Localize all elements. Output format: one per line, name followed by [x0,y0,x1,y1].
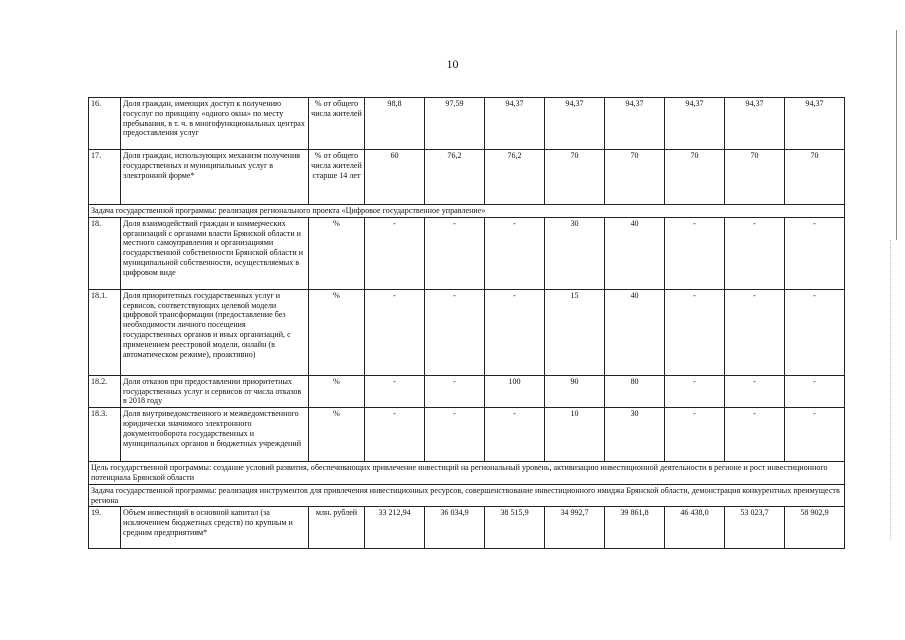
value-cell: 36 034,9 [425,507,485,549]
indicator-name: Доля внутриведомственного и межведомственного юридически значимого электронного документооборота государственных и муниципальных органов и бюджетных учреждений [121,408,309,462]
row-number: 18.1. [89,289,121,375]
value-cell: 53 023,7 [725,507,785,549]
row-number: 18.3. [89,408,121,462]
value-cell: - [425,217,485,289]
value-cell: 34 992,7 [545,507,605,549]
value-cell: 10 [545,408,605,462]
value-cell: - [725,408,785,462]
value-cell: 97,59 [425,98,485,150]
section-row [89,205,845,218]
value-cell: 30 [605,408,665,462]
section-heading: Задача государственной программы: реализация инструментов для привлечения инвестиционных ресурсов, совершенствование инвестиционного имиджа Брянской области, демонстрация конкурентных преимуществ региона [89,484,845,507]
unit-cell: % [309,217,365,289]
unit-cell: млн. рублей [309,507,365,549]
value-cell: 30 [545,217,605,289]
value-cell: 98,8 [365,98,425,150]
value-cell: 70 [545,150,605,205]
value-cell: 15 [545,289,605,375]
value-cell: - [365,408,425,462]
value-cell: - [485,408,545,462]
row-number: 16. [89,98,121,150]
value-cell: 40 [605,217,665,289]
value-cell: 94,37 [605,98,665,150]
indicator-name: Объем инвестиций в основной капитал (за исключением бюджетных средств) по крупным и средним предприятиям* [121,507,309,549]
value-cell: - [425,408,485,462]
value-cell: - [365,217,425,289]
value-cell: - [665,289,725,375]
table-row [89,150,845,205]
value-cell: 38 515,9 [485,507,545,549]
value-cell: 46 438,0 [665,507,725,549]
value-cell: 94,37 [725,98,785,150]
indicator-name: Доля взаимодействий граждан и коммерческих организаций с органами власти Брянской области и местного самоуправления и организациями государственной собственности Брянской области и муниципальной собственности, осуществляемых в цифровом виде [121,217,309,289]
value-cell: 70 [605,150,665,205]
value-cell: - [425,289,485,375]
value-cell: 94,37 [665,98,725,150]
section-row [89,462,845,485]
indicator-name: Доля граждан, имеющих доступ к получению госуслуг по принципу «одного окна» по месту пребывания, в т. ч. в многофункциональных центрах предоставления услуг [121,98,309,150]
row-number: 18.2. [89,375,121,407]
value-cell: - [365,289,425,375]
value-cell: - [785,289,845,375]
value-cell: - [725,217,785,289]
table-row [89,217,845,289]
unit-cell: % [309,408,365,462]
value-cell: 100 [485,375,545,407]
value-cell: - [485,217,545,289]
indicator-name: Доля приоритетных государственных услуг и сервисов, соответствующих целевой модели цифровой трансформации (предоставление без необходимости личного посещения государственных органов и иных организаций, с применением реестровой модели, онлайн (в автоматическом режиме), проактивно) [121,289,309,375]
row-number: 19. [89,507,121,549]
value-cell: - [785,217,845,289]
section-heading: Задача государственной программы: реализация регионального проекта «Цифровое государственное управление» [89,205,845,218]
value-cell: 40 [605,289,665,375]
value-cell: - [365,375,425,407]
value-cell: 90 [545,375,605,407]
value-cell: 58 902,9 [785,507,845,549]
value-cell: - [665,375,725,407]
table-row [89,375,845,407]
value-cell: - [725,375,785,407]
table-row [89,408,845,462]
scan-edge-line [896,30,897,240]
value-cell: 39 861,8 [605,507,665,549]
value-cell: - [725,289,785,375]
indicators-table [88,97,845,549]
value-cell: 70 [665,150,725,205]
page-number: 10 [446,57,459,71]
table-row [89,507,845,549]
value-cell: 60 [365,150,425,205]
value-cell: 94,37 [545,98,605,150]
value-cell: 33 212,94 [365,507,425,549]
value-cell: - [665,408,725,462]
scan-edge-dots [890,240,892,540]
row-number: 18. [89,217,121,289]
value-cell: 80 [605,375,665,407]
unit-cell: % [309,375,365,407]
value-cell: 76,2 [485,150,545,205]
value-cell: 94,37 [785,98,845,150]
row-number: 17. [89,150,121,205]
value-cell: - [785,408,845,462]
unit-cell: % от общего числа жителей [309,98,365,150]
value-cell: - [785,375,845,407]
unit-cell: % от общего числа жителей старше 14 лет [309,150,365,205]
indicator-name: Доля отказов при предоставлении приоритетных государственных услуг и сервисов от числа отказов в 2018 году [121,375,309,407]
value-cell: - [665,217,725,289]
unit-cell: % [309,289,365,375]
value-cell: - [425,375,485,407]
section-heading: Цель государственной программы: создание условий развития, обеспечивающих привлечение инвестиций на региональный уровень, активизацию инвестиционной деятельности в регионе и рост инвестиционного потенциала Брянской области [89,462,845,485]
value-cell: - [485,289,545,375]
table-row [89,289,845,375]
value-cell: 70 [725,150,785,205]
table-row [89,98,845,150]
value-cell: 76,2 [425,150,485,205]
indicator-name: Доля граждан, использующих механизм получения государственных и муниципальных услуг в электронной форме* [121,150,309,205]
value-cell: 94,37 [485,98,545,150]
value-cell: 70 [785,150,845,205]
section-row [89,484,845,507]
